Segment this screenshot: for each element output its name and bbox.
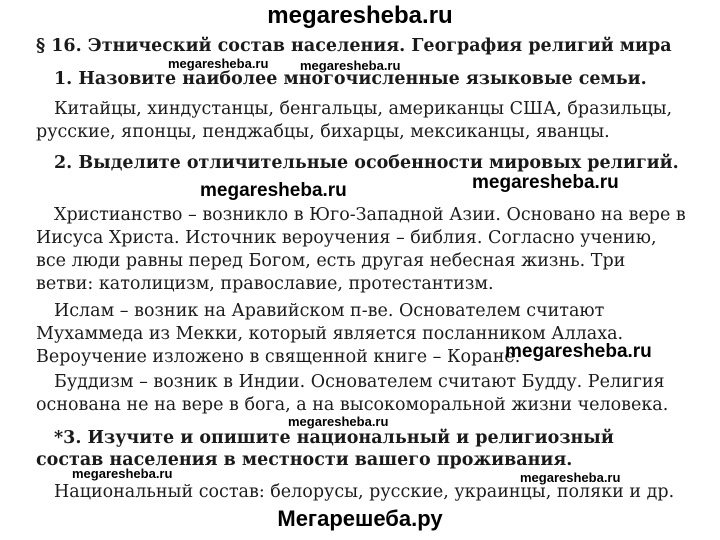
answer-3-paragraph: Национальный состав: белорусы, русские, украинцы, поляки и др.: [54, 482, 675, 502]
watermark-top: megaresheba.ru: [267, 2, 453, 29]
question-1-title: 1. Назовите наиболее многочисленные языковые семьи.: [54, 69, 647, 89]
question-2-title: 2. Выделите отличительные особенности мировых религий.: [54, 153, 679, 173]
section-title: § 16. Этнический состав населения. География религий мира: [36, 36, 672, 56]
watermark-small-4: megaresheba.ru: [72, 466, 173, 481]
watermark-small-5: megaresheba.ru: [520, 470, 621, 485]
watermark-mid-3: megaresheba.ru: [505, 341, 652, 362]
answer-2-paragraph-buddhism: Буддизм – возник в Индии. Основателем считают Будду. Религия основана не на вере в бога, а на высокоморальной жизни человека.: [36, 372, 669, 415]
watermark-small-3: megaresheba.ru: [288, 414, 389, 429]
watermark-mid-1: megaresheba.ru: [200, 180, 347, 201]
watermark-small-2: megaresheba.ru: [300, 58, 401, 73]
answer-2-paragraph-islam: Ислам – возник на Аравийском п-ве. Основателем считают Мухаммеда из Мекки, который является посланником Аллаха. Вероучение изложено в священной книге – Коране.: [36, 301, 624, 367]
watermark-small-1: megaresheba.ru: [168, 56, 269, 71]
answer-1-paragraph: Китайцы, хиндустанцы, бенгальцы, американцы США, бразильцы, русские, японцы, пенджабцы, бихарцы, мексиканцы, яванцы.: [36, 99, 673, 142]
question-3-title: *3. Изучите и опишите национальный и религиозный состав населения в местности вашего проживания.: [36, 428, 614, 470]
answer-2-paragraph-christianity: Христианство – возникло в Юго-Западной Азии. Основано на вере в Иисуса Христа. Источник вероучения – библия. Согласно учению, все люди равны перед Богом, есть другая небесная жизнь. Три ветви: католицизм, православие, протестантизм.: [36, 205, 686, 294]
watermark-bottom: Мегарешеба.ру: [277, 506, 443, 531]
watermark-mid-2: megaresheba.ru: [472, 172, 619, 193]
